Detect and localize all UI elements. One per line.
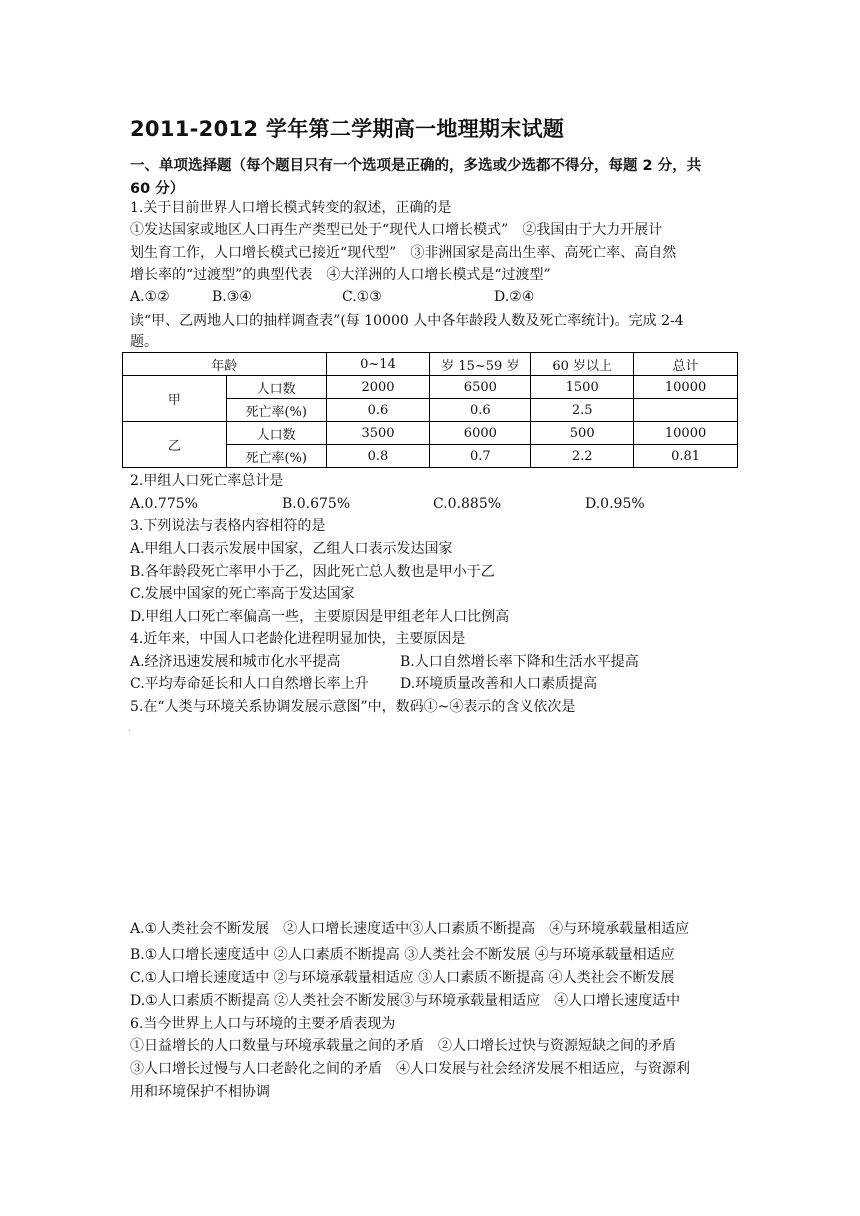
q5-option-d: D.①人口素质不断提高 ②人类社会不断发展③与环境承载量相适应 ④人口增长速度适中 — [130, 993, 681, 1009]
table-header-cell: 60 岁以上 — [531, 353, 634, 376]
q4-option-c: C.平均寿命延长和人口自然增长率上升 — [130, 676, 369, 692]
table-header-row — [123, 353, 738, 376]
image-placeholder-marker: ˎ — [128, 722, 131, 731]
q6-line: ①日益增长的人口数量与环境承载量之间的矛盾 ②人口增长过快与资源短缺之间的矛盾 — [130, 1038, 676, 1054]
q3-option-a: A.甲组人口表示发展中国家，乙组人口表示发达国家 — [130, 541, 453, 557]
q2-option-a: A.0.775% — [130, 496, 198, 512]
q1-option-b: B.③④ — [212, 289, 252, 305]
table-intro-line2: 题。 — [130, 334, 158, 350]
table-cell: 2000 — [326, 376, 430, 399]
table-cell: 500 — [531, 422, 634, 445]
table-header-cell: 岁 15~59 岁 — [430, 353, 531, 376]
q5-option-b: B.①人口增长速度适中 ②人口素质不断提高 ③人类社会不断发展 ④与环境承载量相适应 — [130, 947, 675, 963]
q6-line: 用和环境保护不相协调 — [130, 1084, 270, 1100]
group-name-cell: 乙 — [123, 422, 227, 468]
row-label-cell: 死亡率(%) — [226, 399, 326, 422]
q1-option-c: C.①③ — [342, 289, 382, 305]
q3-option-c: C.发展中国家的死亡率高于发达国家 — [130, 586, 355, 602]
q4-stem: 4.近年来，中国人口老龄化进程明显加快，主要原因是 — [130, 631, 466, 647]
q4-option-b: B.人口自然增长率下降和生活水平提高 — [400, 654, 639, 670]
q6-line: ③人口增长过慢与人口老龄化之间的矛盾 ④人口发展与社会经济发展不相适应，与资源利 — [130, 1061, 690, 1077]
table-cell: 2.5 — [531, 399, 634, 422]
row-label-cell: 人口数 — [226, 376, 326, 399]
table-cell: 6500 — [430, 376, 531, 399]
table-row — [123, 376, 738, 399]
q4-option-d: D.环境质量改善和人口素质提高 — [400, 676, 598, 692]
table-header-cell: 总计 — [634, 353, 738, 376]
q1-line: ①发达国家或地区人口再生产类型已处于“现代人口增长模式” ②我国由于大力开展计 — [130, 222, 663, 238]
table-cell: 10000 — [634, 376, 738, 399]
q5-option-a: A.①人类社会不断发展 ②人口增长速度适中③人口素质不断提高 ④与环境承载量相适应 — [130, 921, 690, 937]
q3-option-d: D.甲组人口死亡率偏高一些，主要原因是甲组老年人口比例高 — [130, 609, 510, 625]
q1-option-d: D.②④ — [494, 289, 535, 305]
table-header-cell: 0~14 — [326, 353, 430, 376]
table-cell: 0.6 — [430, 399, 531, 422]
q1-line: 增长率的“过渡型”的典型代表 ④大洋洲的人口增长模式是“过渡型” — [130, 267, 551, 283]
q3-stem: 3.下列说法与表格内容相符的是 — [130, 518, 326, 534]
q6-stem: 6.当今世界上人口与环境的主要矛盾表现为 — [130, 1016, 396, 1032]
row-label-cell: 人口数 — [226, 422, 326, 445]
table-intro-line1: 读“甲、乙两地人口的抽样调查表”(每 10000 人中各年龄段人数及死亡率统计)。完成 2-4 — [130, 313, 684, 329]
table-cell: 0.81 — [634, 445, 738, 468]
table-cell: 1500 — [531, 376, 634, 399]
table-cell: 3500 — [326, 422, 430, 445]
q2-stem: 2.甲组人口死亡率总计是 — [130, 473, 284, 489]
section-heading-line1: 一、单项选择题（每个题目只有一个选项是正确的，多选或少选都不得分，每题 2 分，共 — [130, 158, 702, 174]
table-row — [123, 422, 738, 445]
table-cell: 0.6 — [326, 399, 430, 422]
row-label-cell: 死亡率(%) — [226, 445, 326, 468]
page-title: 2011-2012 学年第二学期高一地理期末试题 — [130, 117, 565, 141]
q2-option-c: C.0.885% — [433, 496, 502, 512]
q1-line: 划生育工作，人口增长模式已接近“现代型” ③非洲国家是高出生率、高死亡率、高自然 — [130, 245, 677, 261]
q5-stem: 5.在“人类与环境关系协调发展示意图”中，数码①~④表示的含义依次是 — [130, 699, 576, 715]
table-cell: 2.2 — [531, 445, 634, 468]
population-survey-table — [122, 352, 738, 468]
table-cell: 10000 — [634, 422, 738, 445]
section-heading-line2: 60 分） — [130, 181, 185, 197]
q1-stem: 1.关于目前世界人口增长模式转变的叙述，正确的是 — [130, 200, 452, 216]
q4-option-a: A.经济迅速发展和城市化水平提高 — [130, 654, 341, 670]
table-cell: 6000 — [430, 422, 531, 445]
q2-option-b: B.0.675% — [282, 496, 351, 512]
table-cell — [634, 399, 738, 422]
q5-option-c: C.①人口增长速度适中 ②与环境承载量相适应 ③人口素质不断提高 ④人类社会不断发展 — [130, 970, 675, 986]
table-header-cell: 年龄 — [123, 353, 327, 376]
q3-option-b: B.各年龄段死亡率甲小于乙，因此死亡总人数也是甲小于乙 — [130, 564, 495, 580]
table-cell: 0.7 — [430, 445, 531, 468]
q2-option-d: D.0.95% — [585, 496, 645, 512]
q1-option-a: A.①② — [130, 289, 170, 305]
table-cell: 0.8 — [326, 445, 430, 468]
group-name-cell: 甲 — [123, 376, 227, 422]
